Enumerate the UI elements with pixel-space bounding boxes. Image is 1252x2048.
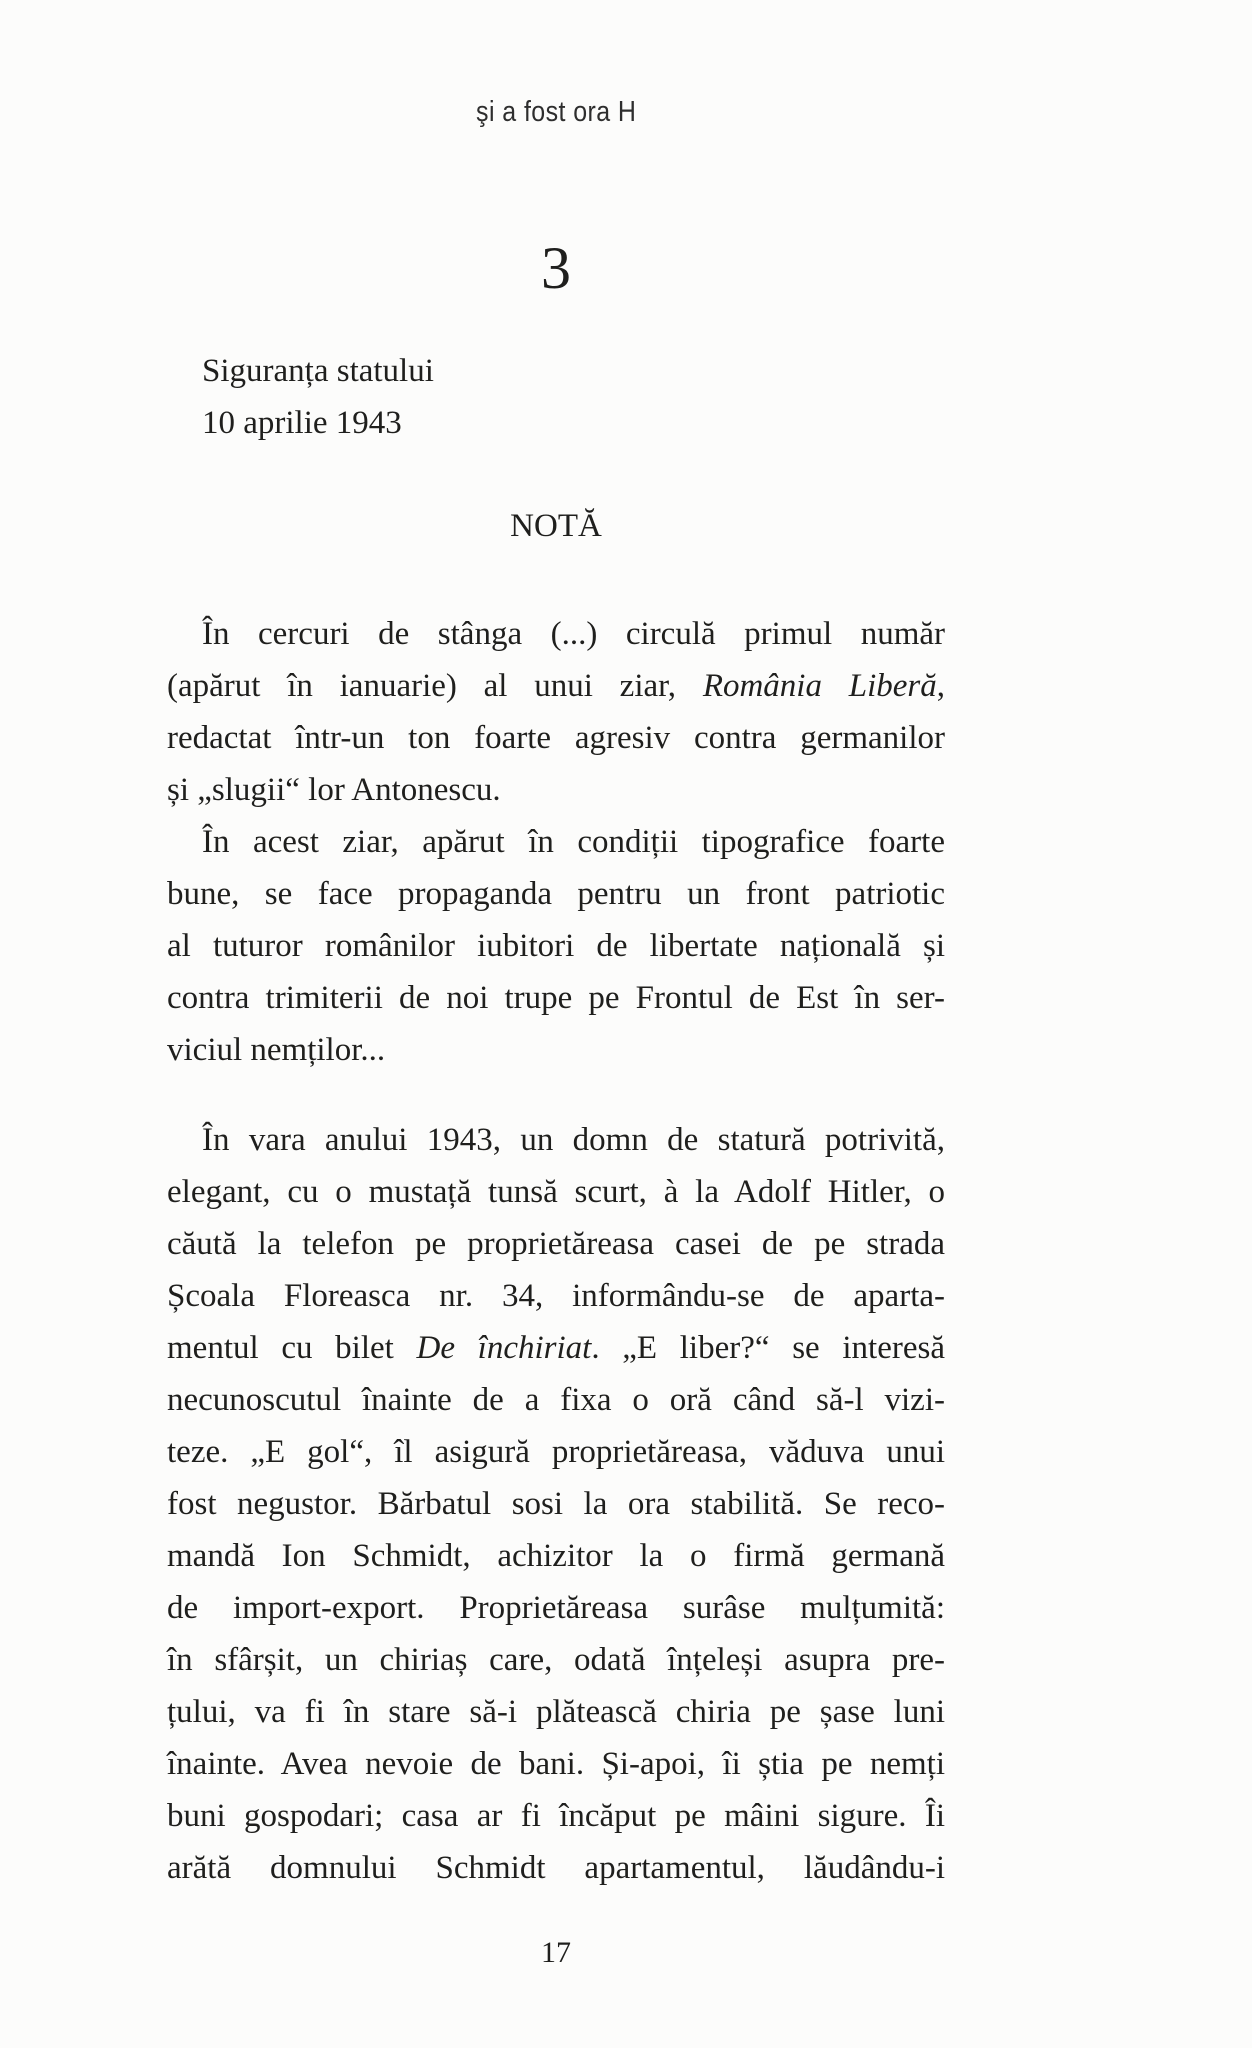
text-line	[167, 1322, 945, 1374]
text-segment: (apărut în ianuarie) al unui ziar,	[167, 668, 703, 704]
text-segment: de import-export. Proprietăreasa surâse mulțumită:	[167, 1590, 945, 1626]
text-segment: necunoscutul înainte de a fixa o oră când să-l vizi-	[167, 1382, 945, 1418]
text-segment: contra trimiterii de noi trupe pe Frontul de Est în ser-	[167, 980, 945, 1016]
body-paragraphs	[167, 608, 945, 1894]
paragraph	[167, 816, 945, 1076]
running-head	[167, 96, 945, 129]
text-line	[167, 1686, 945, 1738]
text-segment: redactat într-un ton foarte agresiv contra germanilor	[167, 720, 945, 756]
section-heading: NOTĂ	[510, 508, 602, 544]
text-line	[167, 1634, 945, 1686]
text-segment: În vara anului 1943, un domn de statură potrivită,	[202, 1122, 945, 1158]
text-segment: arătă domnului Schmidt apartamentul, lăudându-i	[167, 1850, 945, 1886]
text-line	[167, 1738, 945, 1790]
page-number: 17	[541, 1936, 571, 1969]
running-head-text: şi a fost ora H	[475, 96, 637, 128]
text-segment: buni gospodari; casa ar fi încăput pe mâini sigure. Îi	[167, 1798, 945, 1834]
text-line	[167, 868, 945, 920]
text-segment: mentul cu bilet	[167, 1330, 417, 1366]
paragraph	[167, 1114, 945, 1894]
text-line	[167, 920, 945, 972]
text-segment: și „slugii“ lor Antonescu.	[167, 772, 501, 808]
text-segment: ,	[936, 668, 945, 704]
text-segment: teze. „E gol“, îl asigură proprietăreasa, văduva unui	[167, 1434, 945, 1470]
text-line	[167, 1114, 945, 1166]
text-line	[167, 1790, 945, 1842]
text-segment: În acest ziar, apărut în condiții tipografice foarte	[202, 824, 945, 860]
text-segment: mandă Ion Schmidt, achizitor la o firmă germană	[167, 1538, 945, 1574]
italic-text-segment: De închiriat	[416, 1330, 592, 1366]
text-line	[167, 1426, 945, 1478]
text-line	[167, 1842, 945, 1894]
epigraph-line-source: Siguranța statului	[202, 353, 434, 389]
text-segment: al tuturor românilor iubitori de libertate națională și	[167, 928, 945, 964]
text-line	[167, 660, 945, 712]
text-line	[167, 1270, 945, 1322]
text-line	[167, 608, 945, 660]
text-line	[167, 972, 945, 1024]
text-segment: țului, va fi în stare să-i plătească chiria pe șase luni	[167, 1694, 945, 1730]
text-segment: căută la telefon pe proprietăreasa casei de pe strada	[167, 1226, 945, 1262]
text-segment: elegant, cu o mustață tunsă scurt, à la Adolf Hitler, o	[167, 1174, 945, 1210]
text-segment: În cercuri de stânga (...) circulă primul număr	[202, 616, 945, 652]
text-segment: viciul nemților...	[167, 1032, 386, 1068]
text-line	[167, 1582, 945, 1634]
text-line	[167, 712, 945, 764]
text-line	[167, 816, 945, 868]
text-line	[167, 1530, 945, 1582]
text-segment: . „E liber?“ se interesă	[591, 1330, 945, 1366]
text-line	[167, 1218, 945, 1270]
text-segment: Școala Floreasca nr. 34, informându-se de aparta-	[167, 1278, 945, 1314]
text-segment: înainte. Avea nevoie de bani. Și-apoi, îi știa pe nemți	[167, 1746, 945, 1782]
text-line	[167, 1374, 945, 1426]
text-line	[167, 1478, 945, 1530]
epigraph-line-date: 10 aprilie 1943	[202, 405, 402, 441]
paragraph	[167, 608, 945, 816]
text-segment: în sfârșit, un chiriaș care, odată înțeleși asupra pre-	[167, 1642, 945, 1678]
epigraph	[167, 345, 945, 449]
text-segment: bune, se face propaganda pentru un front patriotic	[167, 876, 945, 912]
text-segment: fost negustor. Bărbatul sosi la ora stabilită. Se reco-	[167, 1486, 945, 1522]
italic-text-segment: România Liberă	[702, 668, 937, 704]
text-line	[167, 1024, 945, 1076]
text-line	[167, 764, 945, 816]
text-line	[167, 1166, 945, 1218]
chapter-number: 3	[541, 235, 571, 301]
